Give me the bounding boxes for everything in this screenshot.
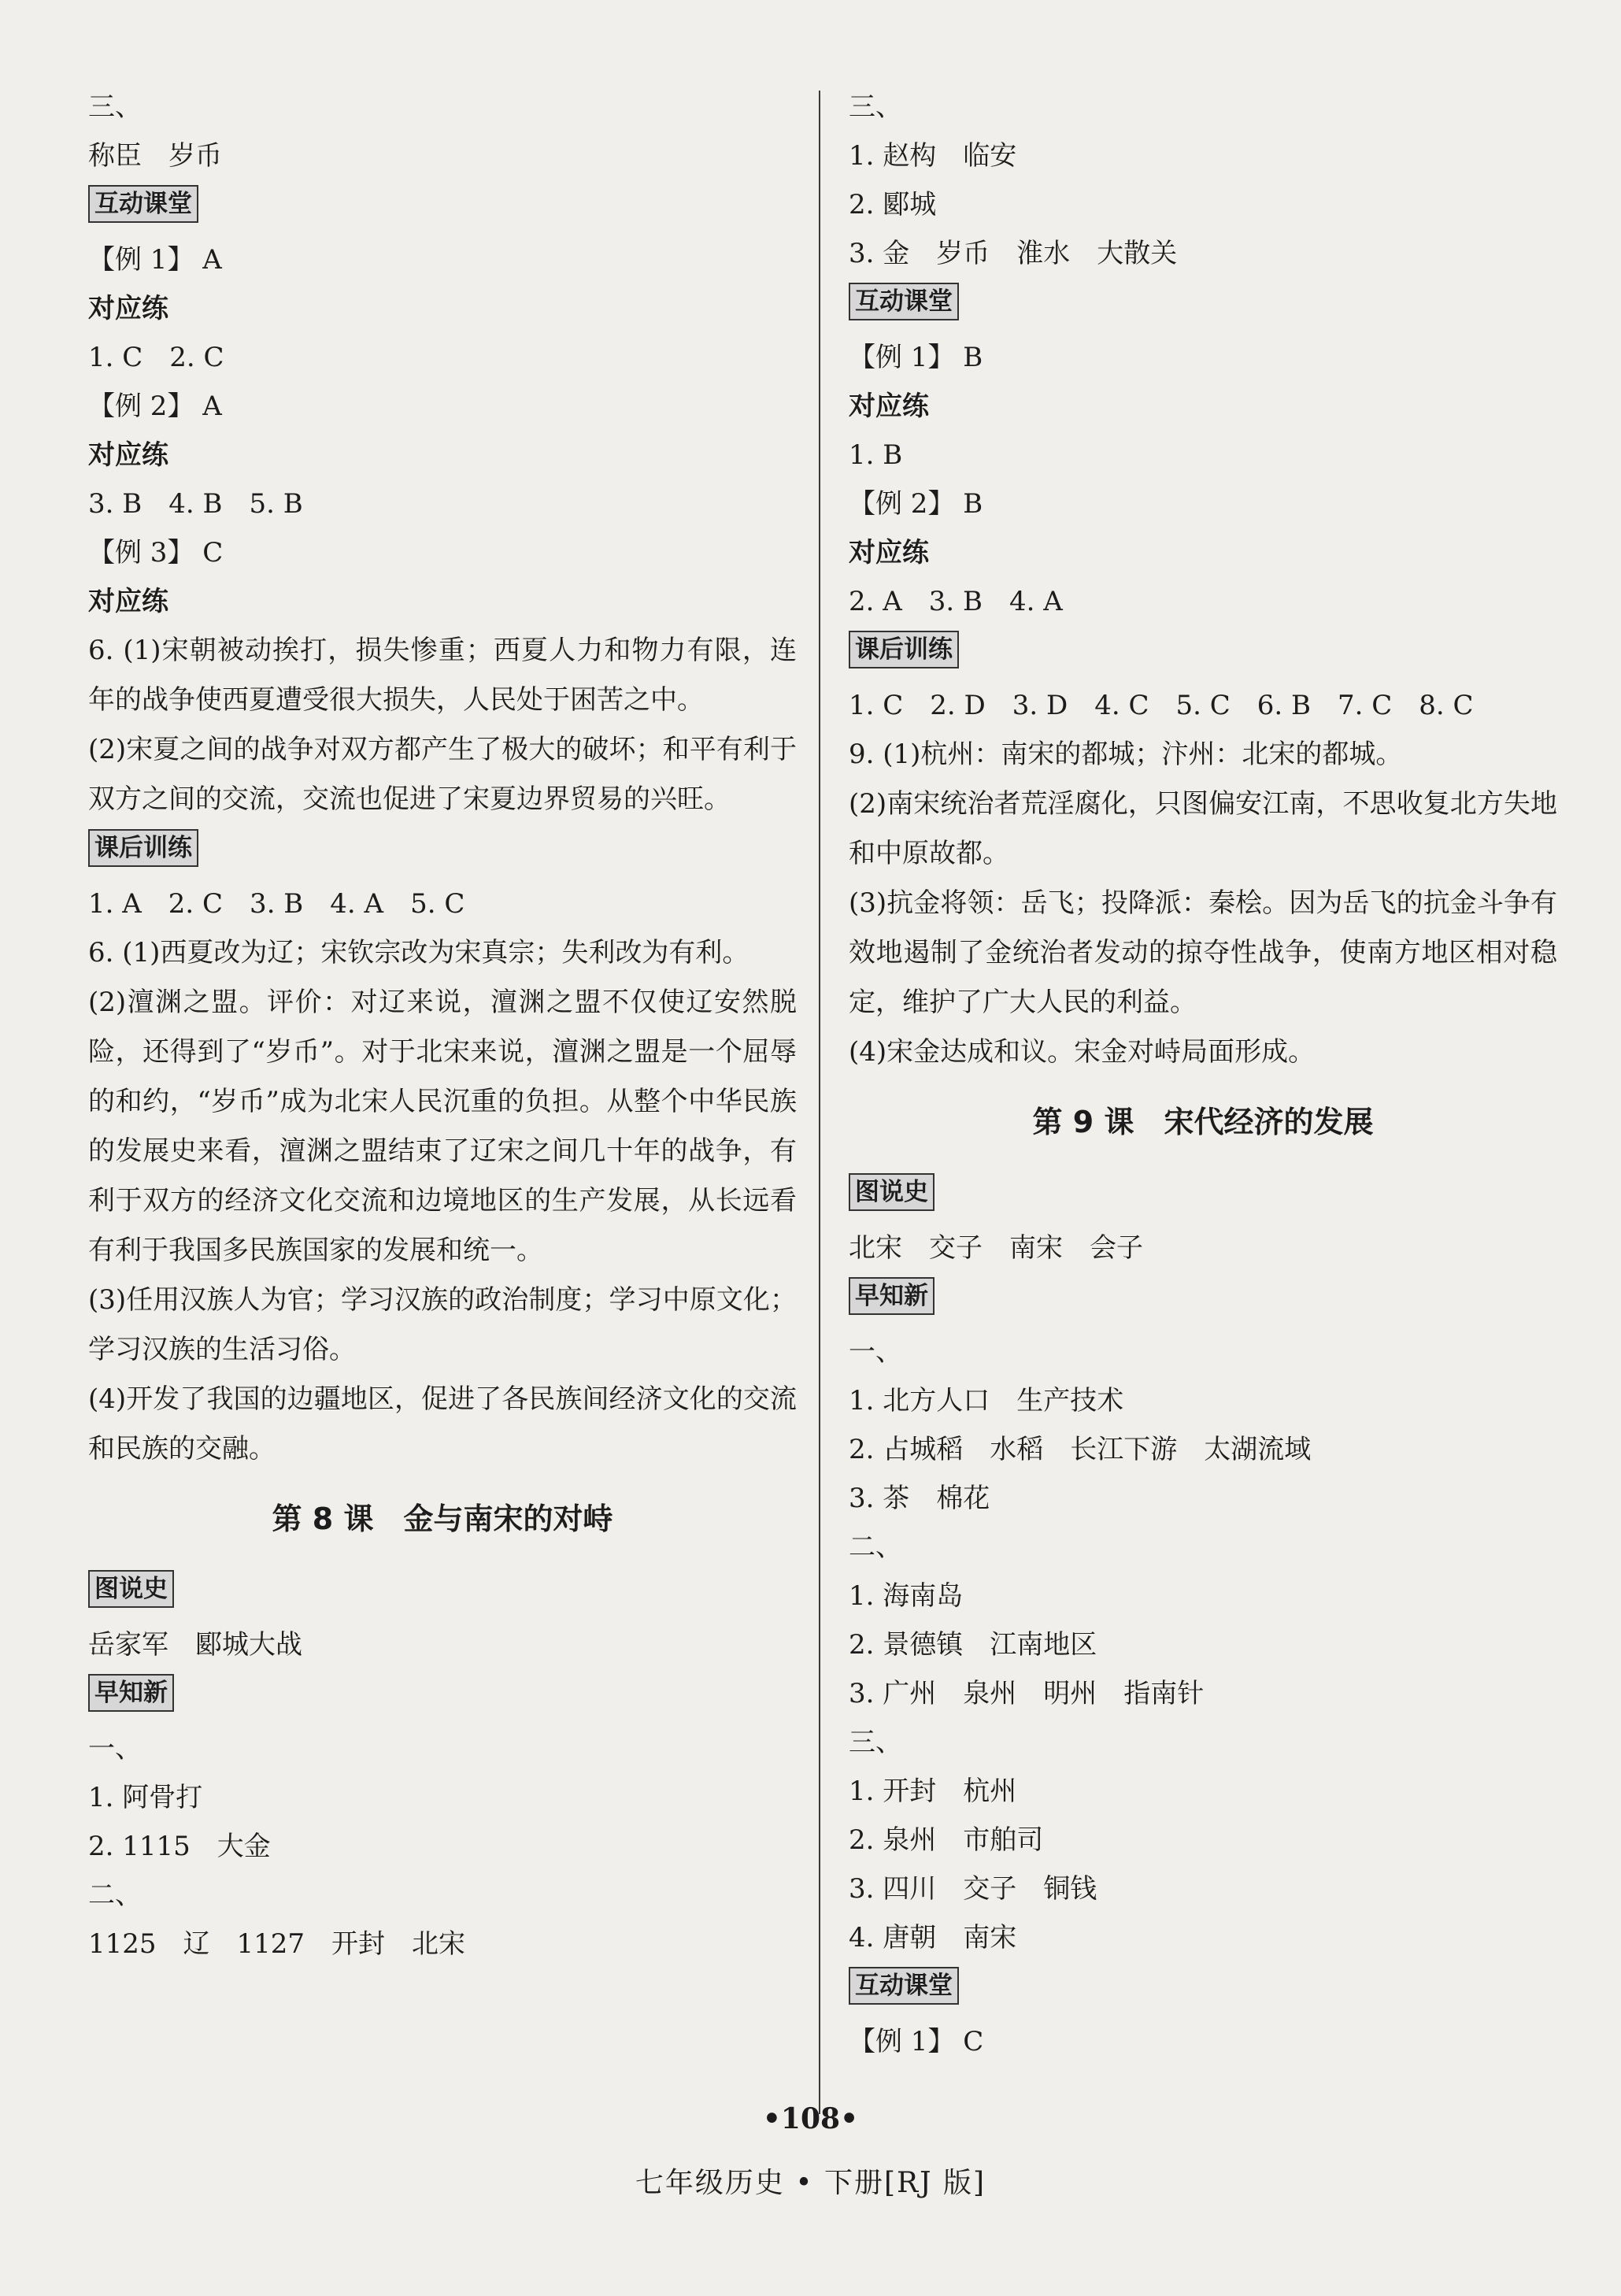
answer-line: 1. 海南岛 — [849, 1580, 964, 1612]
example-answer: 【例 1】 A — [88, 244, 222, 276]
section-number: 三、 — [849, 1727, 902, 1758]
answer-line: 2. 占城稻 水稻 长江下游 太湖流域 — [849, 1434, 1312, 1465]
example-answer: 【例 3】 C — [88, 537, 224, 568]
example-answer: 【例 1】 B — [849, 342, 983, 373]
answer-line: 2. 1115 大金 — [88, 1831, 271, 1862]
section-number: 三、 — [88, 91, 142, 123]
answer-line: 3. 广州 泉州 明州 指南针 — [849, 1678, 1205, 1709]
practice-heading: 对应练 — [849, 537, 929, 568]
lesson-title: 第 8 课 金与南宋的对峙 — [272, 1502, 613, 1536]
answer-line: 2. 景德镇 江南地区 — [849, 1629, 1097, 1661]
answer-paragraph: (2)南宋统治者荒淫腐化，只图偏安江南，不思收复北方失地和中原故都。 — [849, 788, 1557, 869]
answer-line: 3. 茶 棉花 — [849, 1483, 990, 1514]
answer-paragraph: 9. (1)杭州：南宋的都城；汴州：北宋的都城。 — [849, 739, 1403, 770]
answer-line: 称臣 岁币 — [88, 140, 222, 172]
answer-line: 北宋 交子 南宋 会子 — [849, 1232, 1143, 1264]
section-number: 三、 — [849, 91, 902, 123]
section-label: 早知新 — [849, 1276, 1557, 1324]
practice-heading: 对应练 — [849, 391, 929, 422]
section-number: 一、 — [849, 1336, 902, 1368]
answer-line: 1. A 2. C 3. B 4. A 5. C — [88, 888, 465, 920]
left-column — [88, 83, 797, 1968]
practice-heading: 对应练 — [88, 439, 168, 471]
answer-paragraph: 6. (1)西夏改为辽；宋钦宗改为宋真宗；失利改为有利。 — [88, 937, 749, 968]
lesson-title: 第 9 课 宋代经济的发展 — [1032, 1105, 1374, 1139]
answer-line: 1. C 2. C — [88, 342, 224, 373]
practice-heading: 对应练 — [88, 586, 168, 617]
answer-line: 1. 北方人口 生产技术 — [849, 1385, 1124, 1416]
section-label: 图说史 — [849, 1172, 1557, 1220]
answer-line: 3. 四川 交子 铜钱 — [849, 1873, 1097, 1905]
section-number: 二、 — [88, 1879, 142, 1911]
answer-paragraph: (4)开发了我国的边疆地区，促进了各民族间经济文化的交流和民族的交融。 — [88, 1383, 797, 1465]
example-answer: 【例 2】 A — [88, 391, 222, 422]
answer-line: 3. 金 岁币 淮水 大散关 — [849, 238, 1178, 269]
answer-line: 4. 唐朝 南宋 — [849, 1922, 1017, 1953]
section-label: 早知新 — [88, 1672, 797, 1721]
answer-paragraph: (3)抗金将领：岳飞；投降派：秦桧。因为岳飞的抗金斗争有效地遏制了金统治者发动的掠夺性战争，使南方地区相对稳定，维护了广大人民的利益。 — [849, 887, 1557, 1018]
answer-paragraph: (4)宋金达成和议。宋金对峙局面形成。 — [849, 1036, 1316, 1068]
column-divider — [819, 91, 820, 2114]
page-number: •108• — [762, 2102, 859, 2135]
example-answer: 【例 2】 B — [849, 488, 983, 520]
answer-line: 1125 辽 1127 开封 北宋 — [88, 1928, 466, 1960]
practice-heading: 对应练 — [88, 293, 168, 324]
section-label: 互动课堂 — [849, 281, 1557, 330]
answer-line: 1. B — [849, 439, 903, 471]
answer-line: 岳家军 郾城大战 — [88, 1629, 302, 1661]
answer-line: 2. 泉州 市舶司 — [849, 1824, 1044, 1856]
section-number: 一、 — [88, 1733, 142, 1765]
answer-line: 2. A 3. B 4. A — [849, 586, 1063, 617]
section-label: 互动课堂 — [849, 1965, 1557, 2014]
answer-paragraph: (3)任用汉族人为官；学习汉族的政治制度；学习中原文化；学习汉族的生活习俗。 — [88, 1284, 797, 1365]
answer-line: 2. 郾城 — [849, 189, 937, 220]
section-label: 互动课堂 — [88, 183, 797, 232]
answer-paragraph: (2)澶渊之盟。评价：对辽来说，澶渊之盟不仅使辽安然脱险，还得到了“岁币”。对于北宋来说，澶渊之盟是一个屈辱的和约，“岁币”成为北宋人民沉重的负担。从整个中华民族的发展史来看，澶渊之盟结束了辽宋之间几十年的战争，有利于双方的经济文化交流和边境地区的生产发展，从长远看有利于我国多民族国家的发展和统一。 — [88, 987, 797, 1266]
right-column — [849, 83, 1557, 2066]
answer-paragraph: 6. (1)宋朝被动挨打，损失惨重；西夏人力和物力有限，连年的战争使西夏遭受很大损失，人民处于困苦之中。 — [88, 635, 797, 716]
section-label: 图说史 — [88, 1568, 797, 1617]
section-label: 课后训练 — [88, 828, 797, 876]
answer-line: 1. 阿骨打 — [88, 1782, 203, 1813]
answer-line: 1. 赵构 临安 — [849, 140, 1017, 172]
example-answer: 【例 1】 C — [849, 2026, 984, 2057]
answer-line: 1. 开封 杭州 — [849, 1776, 1017, 1807]
page-footer: 七年级历史 • 下册[RJ 版] — [635, 2167, 986, 2199]
answer-paragraph: (2)宋夏之间的战争对双方都产生了极大的破坏；和平有利于双方之间的交流，交流也促进了宋夏边界贸易的兴旺。 — [88, 734, 797, 815]
answer-line: 3. B 4. B 5. B — [88, 488, 303, 520]
section-label: 课后训练 — [849, 629, 1557, 678]
section-number: 二、 — [849, 1531, 902, 1563]
answer-line: 1. C 2. D 3. D 4. C 5. C 6. B 7. C 8. C — [849, 690, 1474, 721]
